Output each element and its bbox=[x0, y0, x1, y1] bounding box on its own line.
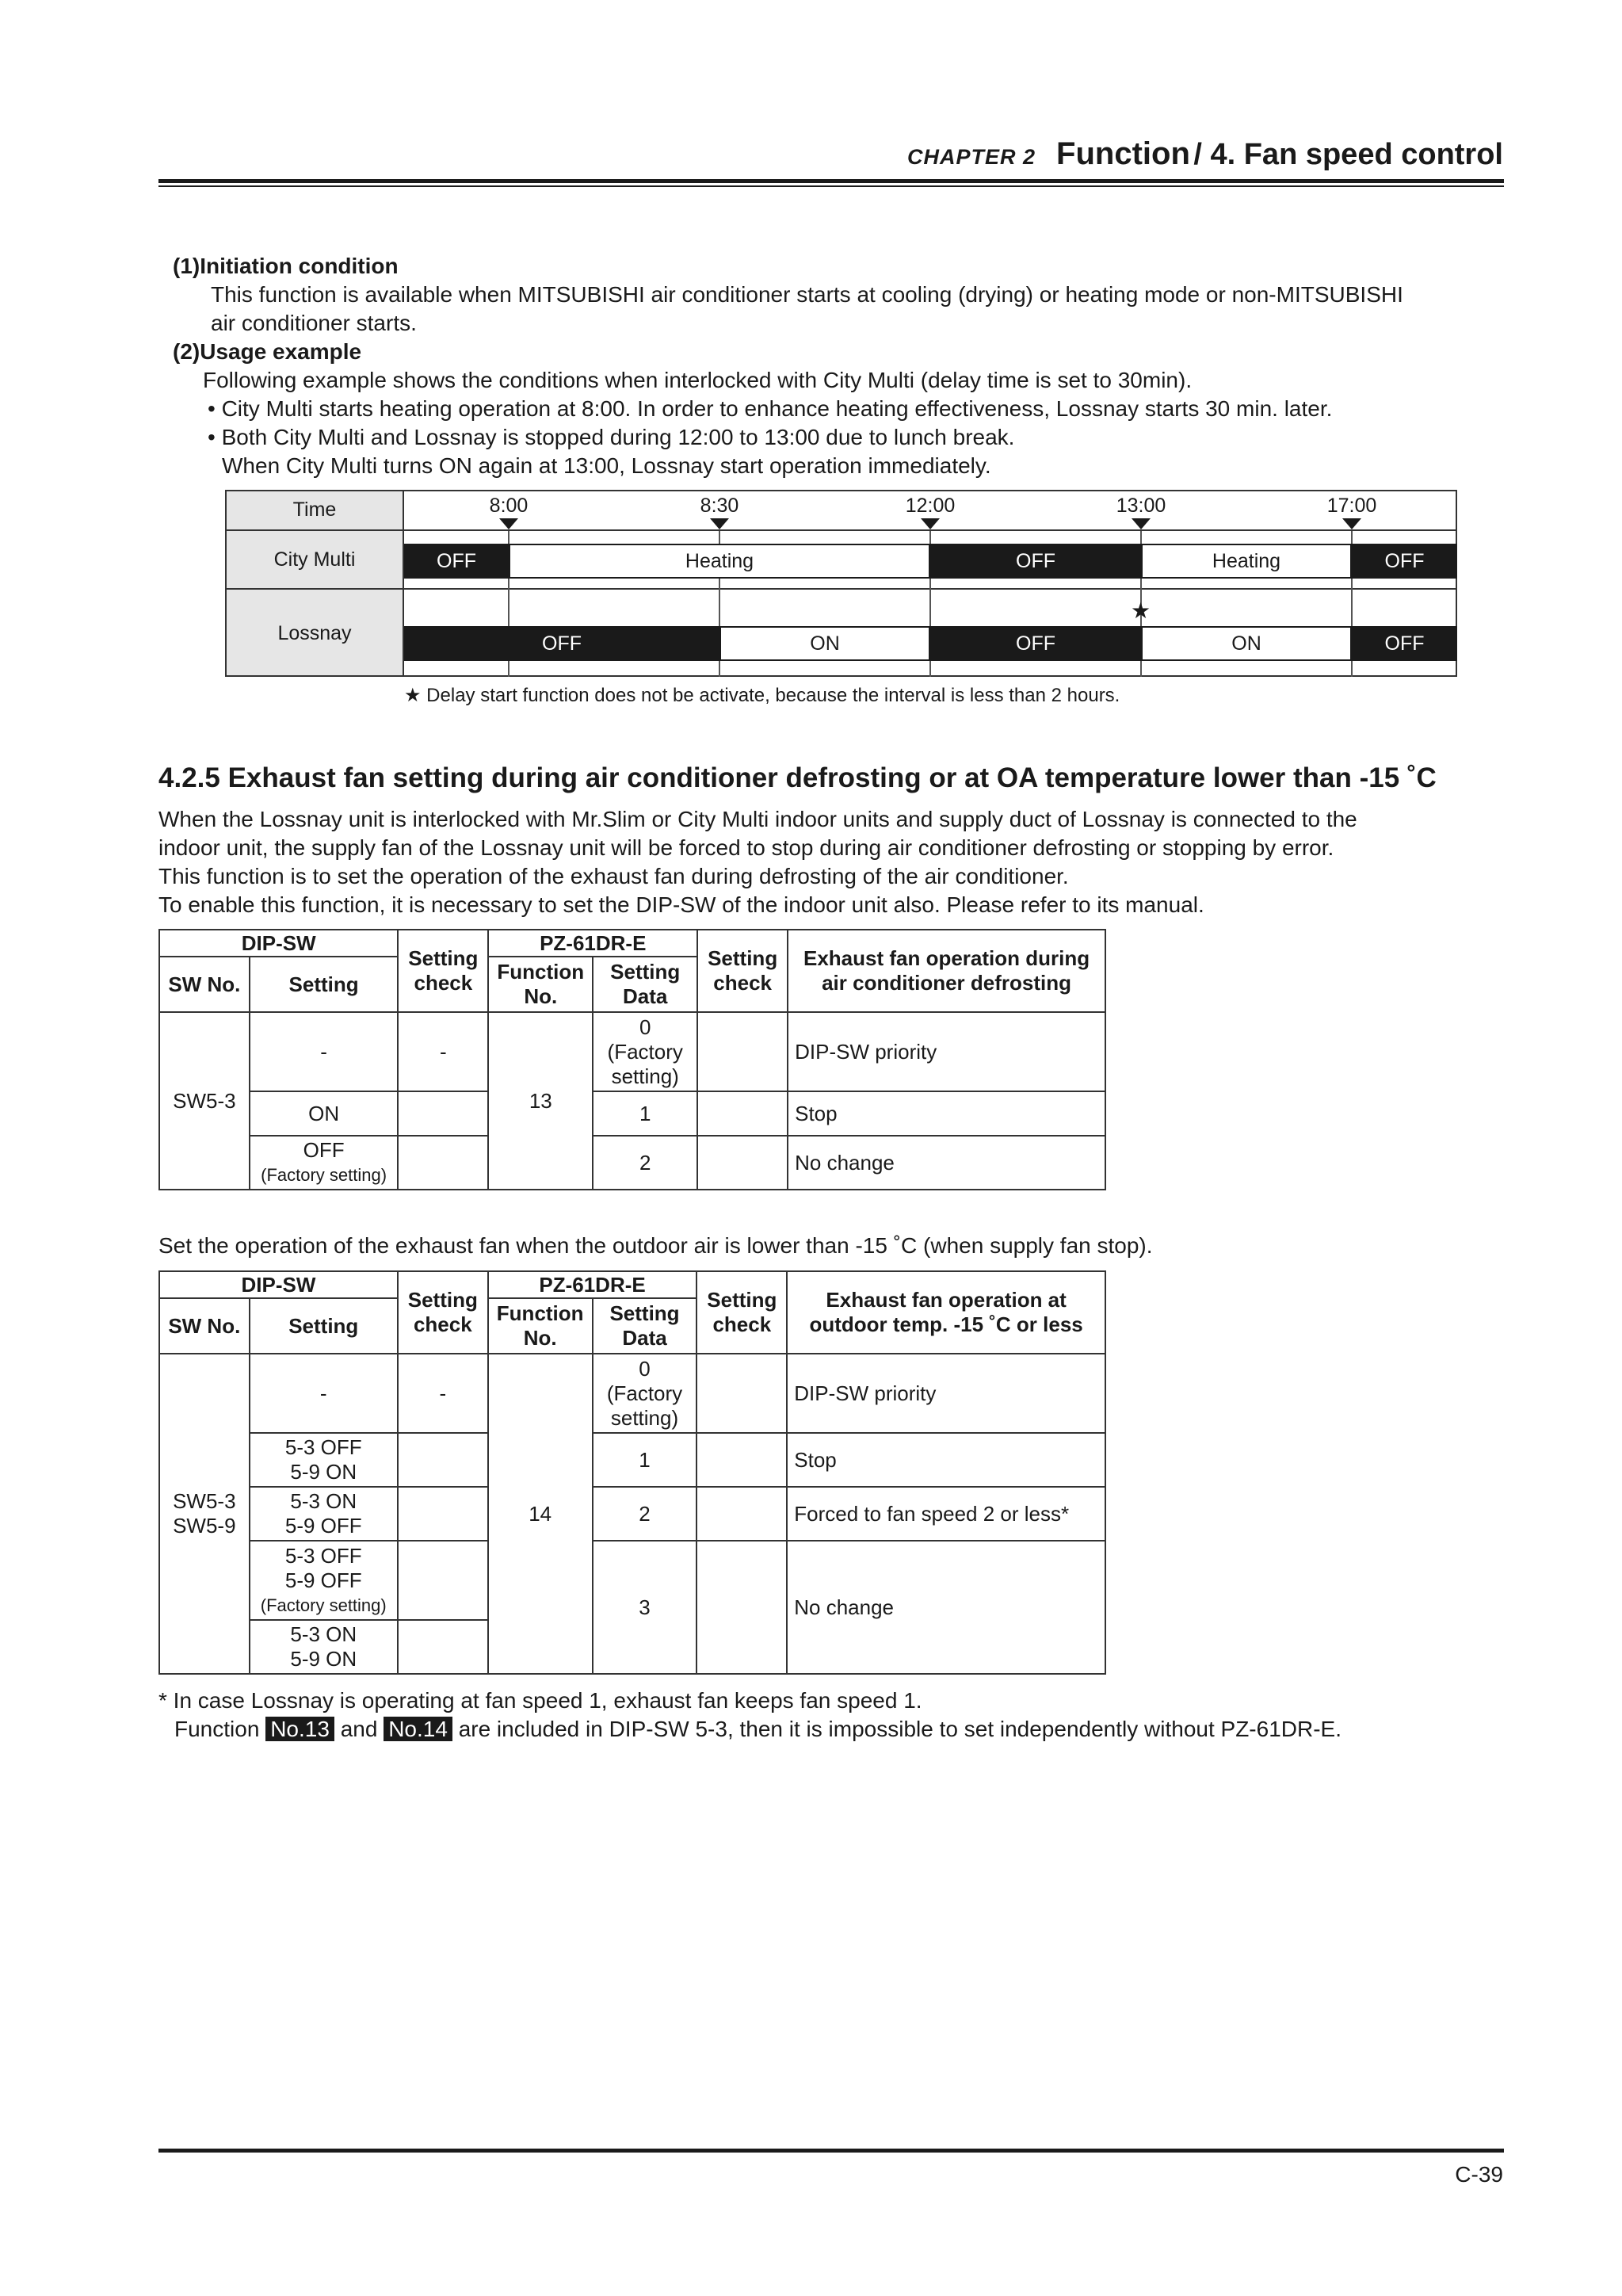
cell-setting-line: 5-9 OFF bbox=[284, 1514, 362, 1538]
th-setting-check: Setting check bbox=[398, 1271, 488, 1354]
down-arrow-icon bbox=[921, 518, 940, 529]
th-pz61dre: PZ-61DR-E bbox=[488, 1271, 697, 1298]
heading-initiation: (1)Initiation condition bbox=[173, 254, 399, 278]
function-tag-13: No.13 bbox=[265, 1717, 334, 1741]
th-dipsw: DIP-SW bbox=[159, 930, 398, 957]
cell-setting-line: 5-3 OFF bbox=[284, 1543, 362, 1568]
chapter-header bbox=[907, 136, 1503, 172]
cell-setting: - bbox=[250, 1012, 399, 1091]
timeline-note: ★ Delay start function does not be activate, because the interval is less than 2 hours. bbox=[404, 685, 1120, 706]
cell-check bbox=[398, 1433, 488, 1487]
outdoor-temp-settings-table bbox=[158, 1270, 1106, 1675]
cell-check bbox=[398, 1091, 488, 1136]
city-bar-off: OFF bbox=[404, 544, 509, 579]
city-bar-heating: Heating bbox=[509, 544, 930, 579]
th-exhaust-op: Exhaust fan operation during air conditioner defrosting bbox=[788, 930, 1105, 1012]
lossnay-bar-off: OFF bbox=[1352, 626, 1457, 661]
section-425-para-3: This function is to set the operation of the exhaust fan during defrosting of the air conditioner. bbox=[158, 864, 1069, 888]
cell-data: 2 bbox=[593, 1487, 697, 1541]
cell-check bbox=[398, 1620, 488, 1674]
footer-rule bbox=[158, 2149, 1504, 2153]
th-setting-data: Setting Data bbox=[593, 1298, 697, 1354]
header-rule bbox=[158, 179, 1504, 183]
cell-op: No change bbox=[787, 1541, 1105, 1674]
footnote-pre: Function bbox=[174, 1717, 260, 1741]
bullet-1: • City Multi starts heating operation at 8:00. In order to enhance heating effectiveness, Lossnay starts 30 min. later. bbox=[208, 396, 1333, 421]
section-425-para-2: indoor unit, the supply fan of the Lossnay unit will be forced to stop during air conditioner defrosting or stopping by error. bbox=[158, 835, 1334, 860]
cell-op: DIP-SW priority bbox=[788, 1012, 1105, 1091]
time-label: 12:00 bbox=[905, 495, 956, 517]
cell-check bbox=[697, 1136, 788, 1190]
function-tag-14: No.14 bbox=[384, 1717, 452, 1741]
defrost-settings-table bbox=[158, 929, 1106, 1190]
cell-op: No change bbox=[788, 1136, 1105, 1190]
cell-check bbox=[697, 1091, 788, 1136]
cell-setting-line: 5-3 ON bbox=[290, 1489, 357, 1513]
para-initiation-2: air conditioner starts. bbox=[211, 311, 417, 335]
cell-setting bbox=[250, 1433, 398, 1487]
para-usage: Following example shows the conditions when interlocked with City Multi (delay time is set to 30min). bbox=[203, 368, 1193, 392]
th-sw-no: SW No. bbox=[159, 957, 250, 1012]
cell-data: 1 bbox=[593, 1433, 697, 1487]
lossnay-bar-off: OFF bbox=[930, 626, 1141, 661]
th-sw-no: SW No. bbox=[159, 1298, 250, 1354]
city-bar-off: OFF bbox=[1352, 544, 1457, 579]
cell-check: - bbox=[398, 1012, 488, 1091]
lossnay-bar-on: ON bbox=[1141, 626, 1352, 661]
cell-check bbox=[697, 1487, 787, 1541]
section-425-para-4: To enable this function, it is necessary to set the DIP-SW of the indoor unit also. Please refer to its manual. bbox=[158, 892, 1204, 917]
footnote-post: are included in DIP-SW 5-3, then it is impossible to set independently without PZ-61DR-E. bbox=[458, 1717, 1341, 1741]
cell-check: - bbox=[398, 1354, 488, 1433]
cell-setting-note: (Factory setting) bbox=[260, 1595, 387, 1615]
cell-data: 3 bbox=[593, 1541, 697, 1674]
th-setting-check: Setting check bbox=[398, 930, 488, 1012]
cell-sw-no bbox=[159, 1354, 250, 1674]
down-arrow-icon bbox=[499, 518, 518, 529]
cell-check bbox=[697, 1354, 787, 1433]
cell-sw-no-a: SW5-3 bbox=[173, 1489, 236, 1513]
timeline-label-time: Time bbox=[225, 490, 404, 531]
cell-op: DIP-SW priority bbox=[787, 1354, 1105, 1433]
time-label: 17:00 bbox=[1326, 495, 1377, 517]
cell-setting: ON bbox=[250, 1091, 399, 1136]
cell-setting bbox=[250, 1487, 398, 1541]
page-number: C-39 bbox=[1455, 2162, 1503, 2187]
city-bar-off: OFF bbox=[930, 544, 1141, 579]
cell-data: 1 bbox=[593, 1091, 697, 1136]
th-function-no: Function No. bbox=[488, 957, 593, 1012]
cell-op: Stop bbox=[787, 1433, 1105, 1487]
cell-setting-line: 5-9 ON bbox=[290, 1647, 357, 1671]
section-title: / 4. Fan speed control bbox=[1193, 138, 1503, 171]
th-exhaust-op-text: Exhaust fan operation at outdoor temp. -15 ˚C or less bbox=[809, 1288, 1083, 1336]
heading-usage: (2)Usage example bbox=[173, 339, 362, 364]
cell-sw-no-b: SW5-9 bbox=[173, 1514, 236, 1538]
cell-data-text: 0 (Factory setting) bbox=[607, 1014, 683, 1088]
cell-data: 2 bbox=[593, 1136, 697, 1190]
lossnay-bar-on: ON bbox=[719, 626, 930, 661]
footnote-mid: and bbox=[340, 1717, 378, 1741]
cell-data-line: (Factory bbox=[606, 1381, 683, 1405]
cell-check bbox=[398, 1541, 488, 1620]
timeline-label-city: City Multi bbox=[225, 531, 404, 590]
th-setting-check: Setting check bbox=[697, 930, 788, 1012]
bullet-2: • Both City Multi and Lossnay is stopped during 12:00 to 13:00 due to lunch break. bbox=[208, 425, 1015, 449]
bullet-3: When City Multi turns ON again at 13:00, Lossnay start operation immediately. bbox=[222, 453, 991, 478]
section-425-para-1: When the Lossnay unit is interlocked with Mr.Slim or City Multi indoor units and supply duct of Lossnay is connected to the bbox=[158, 807, 1357, 831]
cell-setting-note: (Factory setting) bbox=[261, 1165, 387, 1185]
th-dipsw: DIP-SW bbox=[159, 1271, 398, 1298]
cell-check bbox=[697, 1541, 787, 1674]
cell-setting-line: 5-9 ON bbox=[290, 1460, 357, 1484]
cell-data-line: setting) bbox=[610, 1405, 679, 1430]
cell-check bbox=[398, 1487, 488, 1541]
th-setting-data: Setting Data bbox=[593, 957, 697, 1012]
chapter-label: CHAPTER 2 bbox=[907, 145, 1036, 169]
cell-check bbox=[398, 1136, 488, 1190]
cell-op: Forced to fan speed 2 or less* bbox=[787, 1487, 1105, 1541]
th-pz61dre: PZ-61DR-E bbox=[488, 930, 697, 957]
footnote-1: * In case Lossnay is operating at fan speed 1, exhaust fan keeps fan speed 1. bbox=[158, 1688, 922, 1713]
th-function-no: Function No. bbox=[488, 1298, 593, 1354]
cell-setting bbox=[250, 1620, 398, 1674]
table2-intro: Set the operation of the exhaust fan when the outdoor air is lower than -15 ˚C (when supply fan stop). bbox=[158, 1233, 1153, 1258]
th-setting: Setting bbox=[250, 1298, 398, 1354]
star-icon: ★ bbox=[1131, 598, 1151, 623]
down-arrow-icon bbox=[1342, 518, 1361, 529]
th-setting-check: Setting check bbox=[697, 1271, 787, 1354]
lossnay-bar-off: OFF bbox=[404, 626, 719, 661]
cell-data-line: 0 bbox=[639, 1356, 651, 1381]
para-initiation-1: This function is available when MITSUBISHI air conditioner starts at cooling (drying) or heating mode or non-MITSUBISHI bbox=[211, 282, 1403, 307]
th-exhaust-op bbox=[787, 1271, 1105, 1354]
cell-function-no: 13 bbox=[488, 1012, 593, 1190]
footnote-2 bbox=[174, 1715, 1341, 1744]
cell-setting bbox=[250, 1541, 398, 1620]
cell-setting bbox=[250, 1136, 399, 1190]
city-bar-heating: Heating bbox=[1141, 544, 1352, 579]
cell-setting-line: 5-3 OFF bbox=[284, 1435, 362, 1459]
cell-sw-no: SW5-3 bbox=[159, 1012, 250, 1190]
cell-setting-line: 5-3 ON bbox=[290, 1622, 357, 1646]
cell-check bbox=[697, 1433, 787, 1487]
cell-setting-text: OFF bbox=[303, 1138, 345, 1162]
header-rule-thin bbox=[158, 185, 1504, 187]
time-label: 8:30 bbox=[700, 495, 739, 517]
cell-check bbox=[697, 1012, 788, 1091]
cell-setting-line: 5-9 OFF bbox=[284, 1568, 362, 1592]
timeline-diagram bbox=[225, 490, 1457, 677]
time-label: 8:00 bbox=[489, 495, 529, 517]
timeline-label-lossnay: Lossnay bbox=[277, 621, 352, 644]
time-label: 13:00 bbox=[1116, 495, 1166, 517]
cell-setting: - bbox=[250, 1354, 398, 1433]
cell-op: Stop bbox=[788, 1091, 1105, 1136]
down-arrow-icon bbox=[1132, 518, 1151, 529]
down-arrow-icon bbox=[710, 518, 729, 529]
cell-function-no: 14 bbox=[488, 1354, 593, 1674]
section-425-title: 4.2.5 Exhaust fan setting during air conditioner defrosting or at OA temperature lower than -15 ˚C bbox=[158, 762, 1437, 793]
cell-data bbox=[593, 1354, 697, 1433]
cell-data bbox=[593, 1012, 697, 1091]
function-word: Function bbox=[1056, 136, 1190, 171]
th-setting: Setting bbox=[250, 957, 399, 1012]
